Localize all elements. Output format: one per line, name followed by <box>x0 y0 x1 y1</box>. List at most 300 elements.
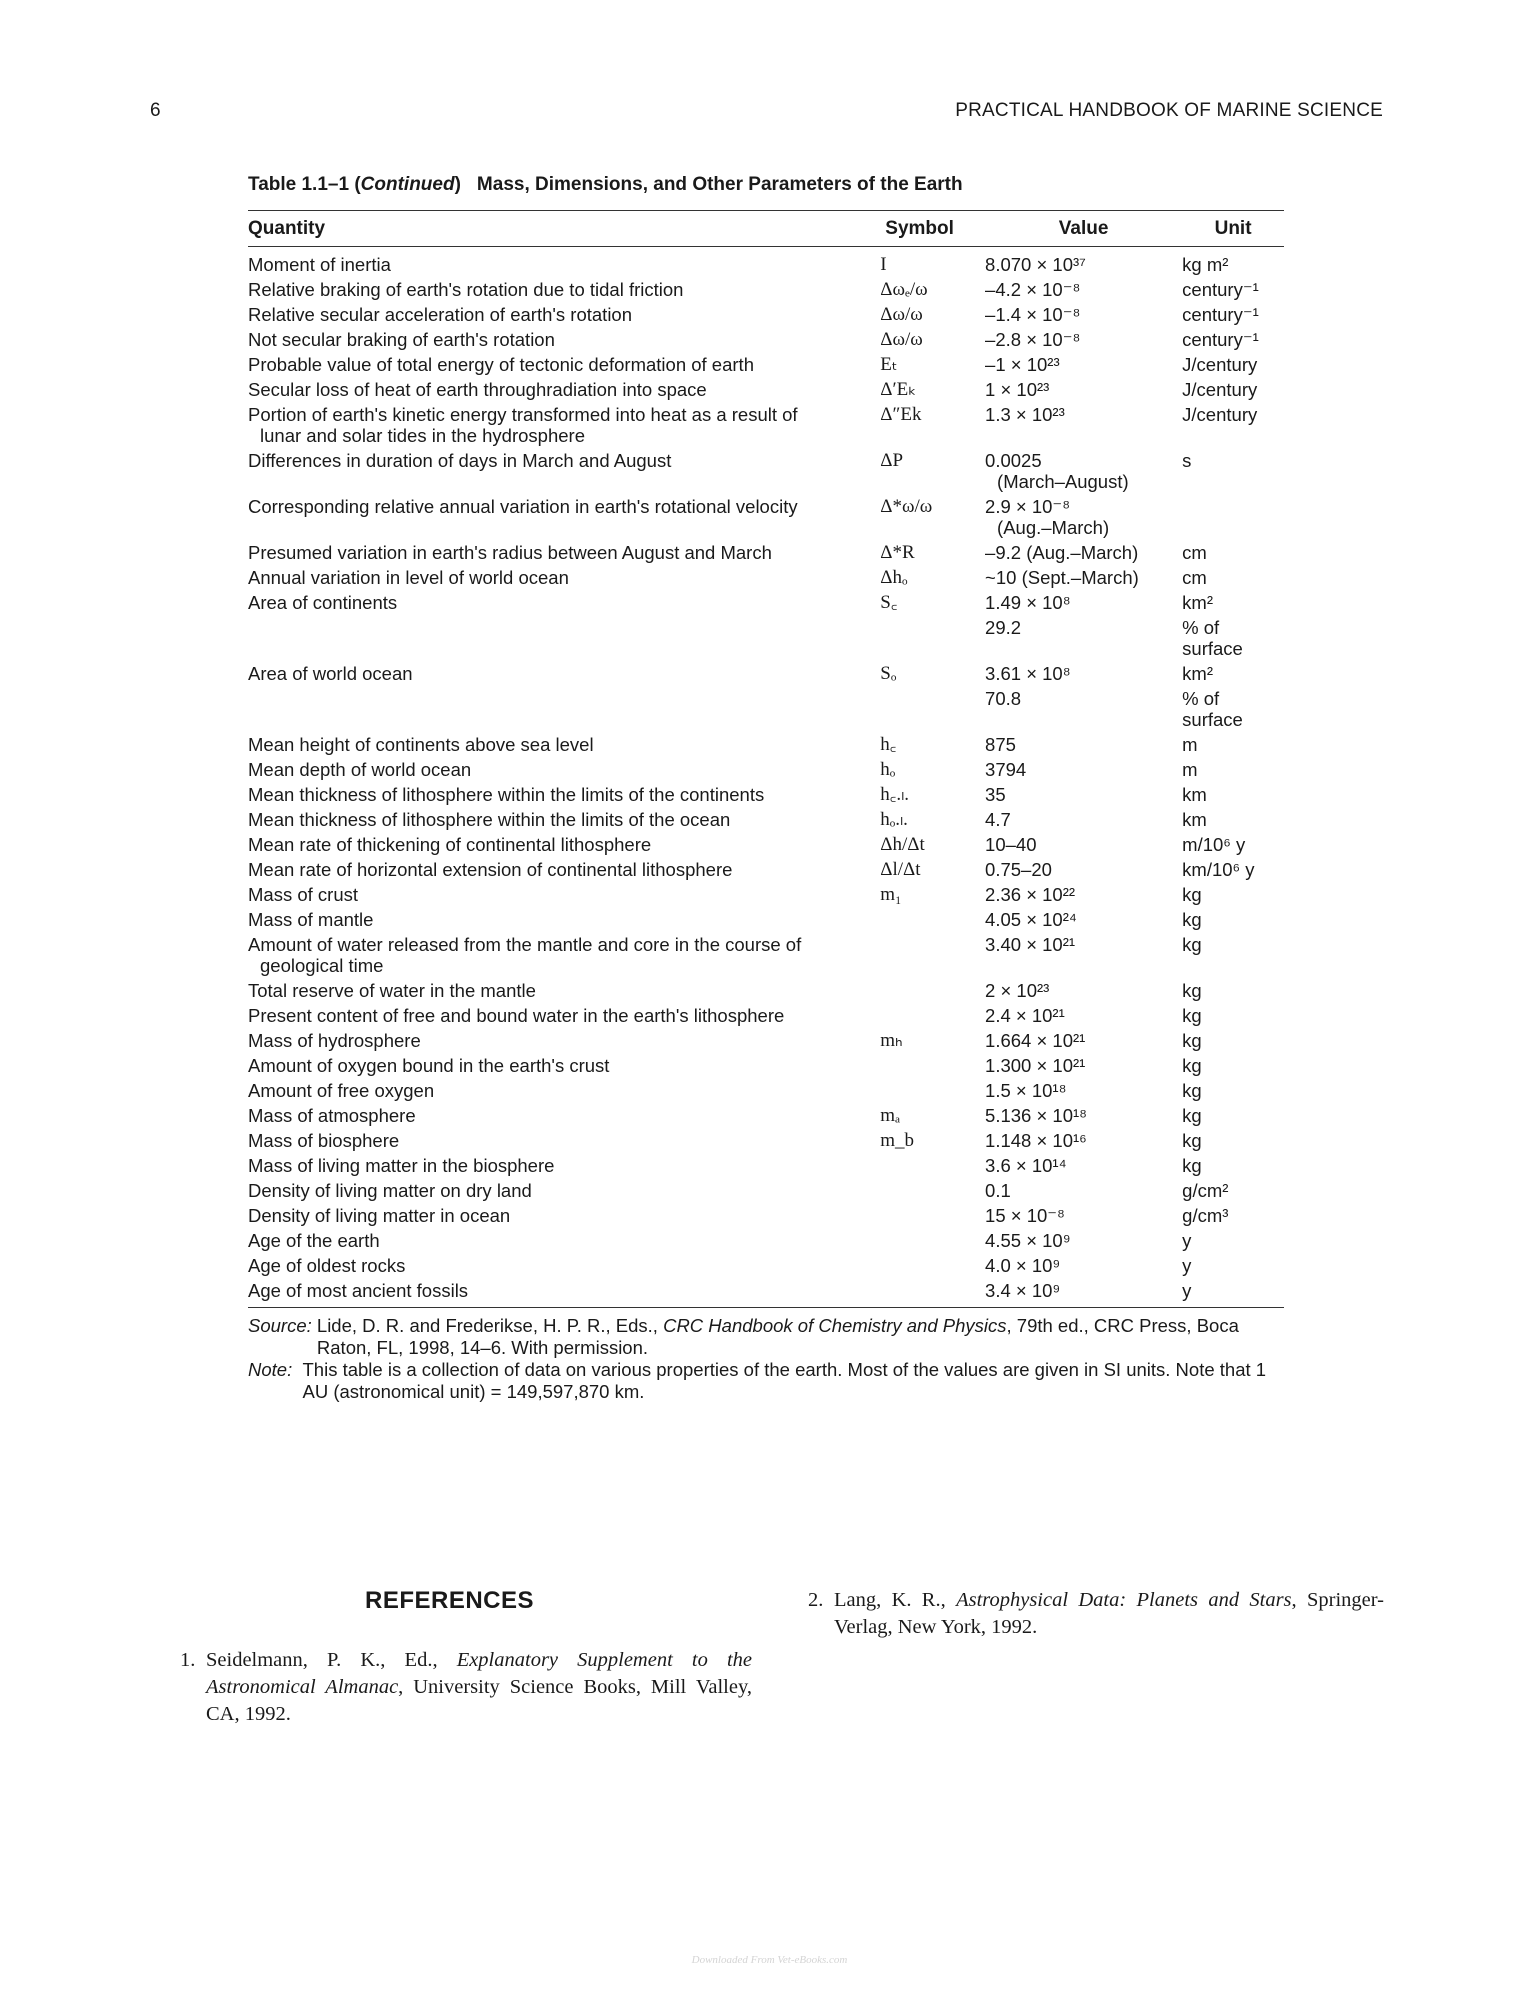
cell-value <box>985 1026 1182 1051</box>
cell-symbol <box>880 588 985 613</box>
cell-quantity-text: Mass of crust <box>248 884 358 905</box>
cell-value-text: 2 × 10²³ <box>985 980 1050 1001</box>
cell-quantity-text: Density of living matter in ocean <box>248 1205 511 1226</box>
cell-value <box>985 588 1182 613</box>
cell-quantity-text: Amount of free oxygen <box>248 1080 435 1101</box>
cell-unit <box>1182 492 1284 538</box>
reference-number: 2. <box>808 1589 824 1611</box>
cell-value <box>985 492 1182 538</box>
cell-unit-text: kg <box>1182 1005 1202 1026</box>
cell-unit <box>1182 1151 1284 1176</box>
cell-value <box>985 880 1182 905</box>
cell-symbol-text: h꜀ <box>880 734 897 755</box>
source-title: CRC Handbook of Chemistry and Physics <box>663 1315 1007 1336</box>
cell-value-text: 3794 <box>985 759 1027 780</box>
cell-unit-text: kg <box>1182 980 1202 1001</box>
cell-quantity <box>248 659 880 684</box>
cell-value-text: –4.2 × 10⁻⁸ <box>985 279 1081 300</box>
cell-unit-text: km <box>1182 784 1207 805</box>
cell-symbol-text: Sₒ <box>880 663 897 684</box>
cell-unit <box>1182 1126 1284 1151</box>
cell-value-text: 1.148 × 10¹⁶ <box>985 1130 1087 1151</box>
cell-value <box>985 1276 1182 1308</box>
cell-unit <box>1182 588 1284 613</box>
table-row <box>248 1051 1284 1076</box>
data-table <box>248 210 1284 1308</box>
cell-unit-text: kg <box>1182 1130 1202 1151</box>
cell-value-text: 4.7 <box>985 809 1011 830</box>
cell-quantity <box>248 1126 880 1151</box>
cell-unit-text: % of surface <box>1182 688 1243 730</box>
table-row <box>248 400 1284 446</box>
cell-value <box>985 375 1182 400</box>
cell-symbol <box>880 905 985 930</box>
cell-value <box>985 1151 1182 1176</box>
table-caption <box>248 174 1284 196</box>
cell-quantity <box>248 880 880 905</box>
cell-value-text: 70.8 <box>985 688 1022 709</box>
cell-symbol <box>880 300 985 325</box>
cell-symbol <box>880 247 985 276</box>
table-row <box>248 1001 1284 1026</box>
cell-quantity-text: Total reserve of water in the mantle <box>248 980 536 1001</box>
cell-quantity-text: Present content of free and bound water in the earth's lithosphere <box>248 1005 785 1026</box>
cell-value <box>985 1076 1182 1101</box>
table-row <box>248 563 1284 588</box>
cell-unit <box>1182 780 1284 805</box>
reference-authors: Seidelmann, P. K., Ed., <box>206 1649 457 1671</box>
table-row <box>248 446 1284 492</box>
cell-unit-text: g/cm² <box>1182 1180 1229 1201</box>
column-header-unit: Unit <box>1182 211 1284 247</box>
cell-quantity <box>248 830 880 855</box>
cell-quantity-text: Relative braking of earth's rotation due to tidal friction <box>248 279 684 300</box>
caption-suffix: ) <box>454 174 461 195</box>
cell-quantity <box>248 1051 880 1076</box>
cell-quantity-text: Amount of oxygen bound in the earth's crust <box>248 1055 610 1076</box>
cell-quantity <box>248 930 880 976</box>
source-text <box>317 1315 1284 1359</box>
cell-value <box>985 1176 1182 1201</box>
cell-unit <box>1182 247 1284 276</box>
cell-unit <box>1182 1076 1284 1101</box>
cell-symbol-text: I <box>880 254 887 275</box>
table-notes <box>248 1315 1284 1403</box>
table-row <box>248 755 1284 780</box>
table-row <box>248 350 1284 375</box>
reference-publisher: , University Science Books, Mill Valley, CA, 1992. <box>206 1676 752 1725</box>
cell-value <box>985 400 1182 446</box>
cell-value-text: 3.61 × 10⁸ <box>985 663 1071 684</box>
cell-symbol <box>880 684 985 730</box>
cell-quantity <box>248 275 880 300</box>
cell-quantity-text: Probable value of total energy of tectonic deformation of earth <box>248 354 754 375</box>
cell-symbol <box>880 1151 985 1176</box>
cell-symbol-text: Δ′Eₖ <box>880 379 917 400</box>
cell-unit-text: J/century <box>1182 379 1258 400</box>
cell-symbol <box>880 1101 985 1126</box>
cell-quantity-text: Mass of living matter in the biosphere <box>248 1155 555 1176</box>
cell-unit-text: cm <box>1182 542 1207 563</box>
table-row <box>248 780 1284 805</box>
cell-quantity <box>248 730 880 755</box>
cell-unit <box>1182 905 1284 930</box>
cell-quantity <box>248 400 880 446</box>
cell-quantity <box>248 588 880 613</box>
cell-unit <box>1182 1251 1284 1276</box>
cell-value <box>985 780 1182 805</box>
cell-value-text: 1.49 × 10⁸ <box>985 592 1071 613</box>
cell-quantity <box>248 1226 880 1251</box>
cell-value-text: 1.5 × 10¹⁸ <box>985 1080 1067 1101</box>
cell-quantity-text: Age of the earth <box>248 1230 380 1251</box>
cell-value <box>985 1051 1182 1076</box>
cell-symbol <box>880 492 985 538</box>
cell-value-text: 15 × 10⁻⁸ <box>985 1205 1065 1226</box>
cell-value-text: 0.1 <box>985 1180 1011 1201</box>
cell-value <box>985 684 1182 730</box>
cell-value-text: 3.6 × 10¹⁴ <box>985 1155 1067 1176</box>
cell-quantity-continuation: geological time <box>260 955 384 976</box>
cell-value-text: –9.2 (Aug.–March) <box>985 542 1139 563</box>
cell-unit-text: km <box>1182 809 1207 830</box>
cell-unit <box>1182 275 1284 300</box>
cell-quantity <box>248 976 880 1001</box>
cell-value-text: –2.8 × 10⁻⁸ <box>985 329 1081 350</box>
cell-unit <box>1182 400 1284 446</box>
cell-value-text: ~10 (Sept.–March) <box>985 567 1139 588</box>
cell-value-text: 1.3 × 10²³ <box>985 404 1065 425</box>
cell-symbol <box>880 613 985 659</box>
cell-unit <box>1182 300 1284 325</box>
cell-unit <box>1182 1226 1284 1251</box>
cell-unit-text: y <box>1182 1230 1192 1251</box>
reference-item <box>808 1587 1384 1641</box>
cell-value <box>985 350 1182 375</box>
cell-symbol-text: m_b <box>880 1130 915 1151</box>
cell-unit <box>1182 805 1284 830</box>
table-row <box>248 1026 1284 1051</box>
table-row <box>248 659 1284 684</box>
cell-value-text: 0.75–20 <box>985 859 1052 880</box>
cell-symbol <box>880 1051 985 1076</box>
table-row <box>248 538 1284 563</box>
table-row <box>248 1126 1284 1151</box>
cell-unit-text: century⁻¹ <box>1182 329 1259 350</box>
table-row <box>248 684 1284 730</box>
cell-quantity-text: Not secular braking of earth's rotation <box>248 329 555 350</box>
cell-unit-text: % of surface <box>1182 617 1243 659</box>
cell-quantity <box>248 684 880 730</box>
cell-quantity <box>248 1276 880 1308</box>
cell-quantity-text: Secular loss of heat of earth throughradiation into space <box>248 379 707 400</box>
cell-value <box>985 300 1182 325</box>
cell-value-text: –1.4 × 10⁻⁸ <box>985 304 1081 325</box>
cell-quantity-continuation: lunar and solar tides in the hydrosphere <box>260 425 585 446</box>
cell-quantity <box>248 1101 880 1126</box>
cell-quantity <box>248 1151 880 1176</box>
cell-value <box>985 755 1182 780</box>
column-header-symbol: Symbol <box>880 211 985 247</box>
cell-unit <box>1182 684 1284 730</box>
cell-value <box>985 446 1182 492</box>
column-header-quantity: Quantity <box>248 211 880 247</box>
cell-symbol <box>880 1026 985 1051</box>
cell-value <box>985 1001 1182 1026</box>
cell-value <box>985 538 1182 563</box>
cell-symbol <box>880 930 985 976</box>
cell-quantity-text: Amount of water released from the mantle and core in the course of <box>248 934 802 955</box>
cell-quantity <box>248 1026 880 1051</box>
table-header-row <box>248 211 1284 247</box>
cell-quantity-text: Age of most ancient fossils <box>248 1280 469 1301</box>
cell-unit <box>1182 930 1284 976</box>
cell-quantity <box>248 247 880 276</box>
cell-value-text: 1 × 10²³ <box>985 379 1050 400</box>
column-header-value: Value <box>985 211 1182 247</box>
source-text-part: , 79th ed., CRC Press, Boca Raton, FL, 1998, 14–6. With permission. <box>316 1315 1239 1358</box>
cell-unit <box>1182 730 1284 755</box>
cell-value-text: 2.4 × 10²¹ <box>985 1005 1065 1026</box>
cell-value <box>985 830 1182 855</box>
cell-value <box>985 730 1182 755</box>
cell-symbol <box>880 659 985 684</box>
cell-unit-text: cm <box>1182 567 1207 588</box>
cell-value-text: 5.136 × 10¹⁸ <box>985 1105 1087 1126</box>
cell-quantity <box>248 300 880 325</box>
cell-symbol-text: ΔP <box>880 450 904 471</box>
cell-quantity-text: Density of living matter on dry land <box>248 1180 532 1201</box>
cell-symbol <box>880 730 985 755</box>
cell-symbol-text: Δh/Δt <box>880 834 925 855</box>
cell-unit <box>1182 538 1284 563</box>
cell-symbol-text: m₁ <box>880 884 902 905</box>
cell-symbol <box>880 1126 985 1151</box>
cell-symbol <box>880 880 985 905</box>
cell-quantity <box>248 1251 880 1276</box>
cell-symbol <box>880 1276 985 1308</box>
cell-unit-text: km/10⁶ y <box>1182 859 1255 880</box>
cell-value <box>985 1201 1182 1226</box>
cell-symbol <box>880 780 985 805</box>
cell-unit-text: kg <box>1182 1055 1202 1076</box>
cell-symbol <box>880 1226 985 1251</box>
cell-quantity <box>248 755 880 780</box>
cell-quantity <box>248 563 880 588</box>
table-note <box>248 1359 1284 1403</box>
reference-number: 1. <box>180 1649 196 1671</box>
table-row <box>248 930 1284 976</box>
cell-symbol <box>880 325 985 350</box>
cell-symbol <box>880 830 985 855</box>
caption-prefix: Table 1.1–1 ( <box>248 174 361 195</box>
cell-unit-text: kg <box>1182 909 1202 930</box>
cell-quantity <box>248 613 880 659</box>
cell-quantity-text: Corresponding relative annual variation in earth's rotational velocity <box>248 496 798 517</box>
table-row <box>248 880 1284 905</box>
references-heading: REFERENCES <box>365 1587 535 1614</box>
cell-unit-text: kg <box>1182 1155 1202 1176</box>
cell-unit <box>1182 1176 1284 1201</box>
cell-unit-text: kg <box>1182 884 1202 905</box>
table-row <box>248 1226 1284 1251</box>
cell-unit-text: y <box>1182 1255 1192 1276</box>
cell-symbol-text: Δhₒ <box>880 567 908 588</box>
cell-symbol <box>880 538 985 563</box>
page-number: 6 <box>150 100 161 121</box>
cell-quantity <box>248 446 880 492</box>
cell-unit <box>1182 446 1284 492</box>
cell-symbol <box>880 1001 985 1026</box>
cell-unit <box>1182 880 1284 905</box>
cell-value-text: 3.40 × 10²¹ <box>985 934 1076 955</box>
cell-symbol-text: Δω/ω <box>880 329 923 350</box>
cell-quantity <box>248 805 880 830</box>
cell-symbol-text: S꜀ <box>880 592 898 613</box>
table-row <box>248 1076 1284 1101</box>
cell-unit <box>1182 976 1284 1001</box>
cell-unit-text: g/cm³ <box>1182 1205 1229 1226</box>
cell-unit <box>1182 375 1284 400</box>
table-row <box>248 830 1284 855</box>
caption-title: Mass, Dimensions, and Other Parameters of the Earth <box>476 174 963 195</box>
cell-symbol-text: mₕ <box>880 1030 903 1051</box>
cell-unit-text: kg <box>1182 1105 1202 1126</box>
reference-title: Astrophysical Data: Planets and Stars <box>956 1589 1292 1611</box>
cell-value <box>985 659 1182 684</box>
cell-unit-text: J/century <box>1182 354 1258 375</box>
cell-value <box>985 275 1182 300</box>
table-row <box>248 300 1284 325</box>
cell-symbol <box>880 976 985 1001</box>
table-row <box>248 976 1284 1001</box>
cell-quantity-text: Mean rate of thickening of continental lithosphere <box>248 834 652 855</box>
table-row <box>248 325 1284 350</box>
cell-unit-text: kg m² <box>1182 254 1229 275</box>
cell-unit <box>1182 755 1284 780</box>
cell-unit <box>1182 1001 1284 1026</box>
cell-symbol-text: Δ*R <box>880 542 915 563</box>
cell-unit <box>1182 1101 1284 1126</box>
cell-value <box>985 1226 1182 1251</box>
cell-symbol <box>880 1176 985 1201</box>
cell-value-text: 2.36 × 10²² <box>985 884 1076 905</box>
running-head: PRACTICAL HANDBOOK OF MARINE SCIENCE <box>955 100 1383 121</box>
table-row <box>248 1101 1284 1126</box>
cell-symbol-text: Δl/Δt <box>880 859 921 880</box>
cell-symbol <box>880 1251 985 1276</box>
cell-unit-text: m <box>1182 734 1198 755</box>
cell-symbol <box>880 755 985 780</box>
cell-unit-text: km² <box>1182 663 1213 684</box>
cell-value <box>985 930 1182 976</box>
source-label: Source: <box>248 1315 317 1336</box>
cell-symbol <box>880 563 985 588</box>
cell-symbol <box>880 855 985 880</box>
cell-value <box>985 1101 1182 1126</box>
cell-quantity-text: Portion of earth's kinetic energy transformed into heat as a result of <box>248 404 798 425</box>
cell-quantity-text: Age of oldest rocks <box>248 1255 406 1276</box>
cell-quantity-text: Differences in duration of days in March and August <box>248 450 672 471</box>
cell-value <box>985 905 1182 930</box>
table-row <box>248 375 1284 400</box>
cell-symbol <box>880 375 985 400</box>
cell-value-text: –1 × 10²³ <box>985 354 1060 375</box>
reference-text <box>180 1647 752 1728</box>
reference-item <box>180 1647 752 1728</box>
cell-symbol-text: Δωₑ/ω <box>880 279 928 300</box>
cell-quantity-text: Mean rate of horizontal extension of continental lithosphere <box>248 859 733 880</box>
cell-quantity-text: Mass of hydrosphere <box>248 1030 421 1051</box>
cell-unit <box>1182 325 1284 350</box>
cell-value <box>985 1251 1182 1276</box>
cell-value-text: 8.070 × 10³⁷ <box>985 254 1086 275</box>
cell-quantity <box>248 780 880 805</box>
cell-value-text: 1.664 × 10²¹ <box>985 1030 1086 1051</box>
cell-value <box>985 247 1182 276</box>
reference-publisher: , Springer-Verlag, New York, 1992. <box>834 1589 1385 1638</box>
cell-quantity-text: Mean depth of world ocean <box>248 759 472 780</box>
cell-symbol <box>880 400 985 446</box>
cell-quantity <box>248 855 880 880</box>
cell-symbol-text: Δ″Ek <box>880 404 922 425</box>
caption-continued: Continued <box>360 174 455 195</box>
cell-unit-text: century⁻¹ <box>1182 279 1259 300</box>
cell-quantity-text: Area of world ocean <box>248 663 413 684</box>
cell-quantity-text: Mean height of continents above sea level <box>248 734 594 755</box>
download-watermark: Downloaded From Vet-eBooks.com <box>691 1954 848 1966</box>
cell-value-text: 3.4 × 10⁹ <box>985 1280 1061 1301</box>
cell-unit <box>1182 855 1284 880</box>
cell-value-text: 0.0025 <box>985 450 1042 471</box>
note-label: Note: <box>248 1359 303 1380</box>
table-body <box>248 247 1284 1308</box>
cell-value-text: 4.05 × 10²⁴ <box>985 909 1077 930</box>
table-row <box>248 1151 1284 1176</box>
table-block <box>248 174 1284 1403</box>
table-row <box>248 905 1284 930</box>
source-text-part: Lide, D. R. and Frederikse, H. P. R., Eds., <box>316 1315 664 1336</box>
cell-value-text: 29.2 <box>985 617 1022 638</box>
cell-unit <box>1182 1201 1284 1226</box>
cell-unit <box>1182 659 1284 684</box>
cell-unit <box>1182 1026 1284 1051</box>
cell-unit-text: kg <box>1182 934 1202 955</box>
cell-quantity-text: Presumed variation in earth's radius between August and March <box>248 542 772 563</box>
table-row <box>248 588 1284 613</box>
cell-value-text: 10–40 <box>985 834 1037 855</box>
cell-quantity <box>248 492 880 538</box>
table-row <box>248 275 1284 300</box>
cell-value <box>985 855 1182 880</box>
table-row <box>248 1201 1284 1226</box>
cell-value-text: 2.9 × 10⁻⁸ <box>985 496 1070 517</box>
cell-unit-text: J/century <box>1182 404 1258 425</box>
cell-unit <box>1182 350 1284 375</box>
cell-symbol-text: mₐ <box>880 1105 901 1126</box>
cell-unit-text: kg <box>1182 1080 1202 1101</box>
cell-quantity-text: Relative secular acceleration of earth's rotation <box>248 304 633 325</box>
cell-quantity <box>248 1001 880 1026</box>
cell-quantity <box>248 375 880 400</box>
cell-value-text: 4.55 × 10⁹ <box>985 1230 1071 1251</box>
cell-quantity <box>248 905 880 930</box>
cell-unit <box>1182 1051 1284 1076</box>
cell-unit <box>1182 1276 1284 1308</box>
cell-symbol-text: hₒ.ₗ. <box>880 809 908 830</box>
cell-value <box>985 613 1182 659</box>
cell-symbol <box>880 1201 985 1226</box>
